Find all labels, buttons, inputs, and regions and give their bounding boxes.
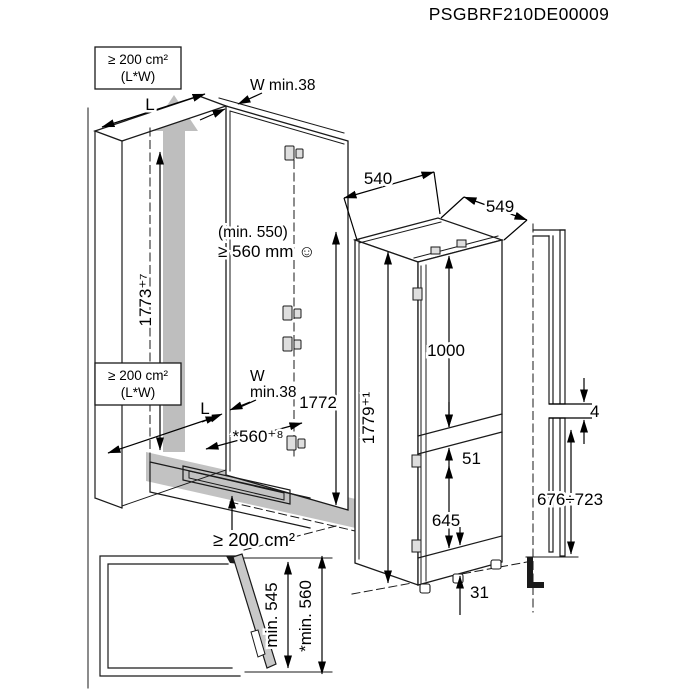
dim-rear-vent-length-label: L — [200, 399, 210, 418]
dim-lower-door-height-label: 645 — [431, 511, 461, 530]
dim-min-depth-inner-label: min. 545 — [262, 582, 281, 648]
dim-appliance-depth-label: 549 — [485, 197, 515, 216]
rear-vent-width-label-2: min.38 — [250, 384, 297, 401]
dim-niche-depth-label: *560⁺⁸ — [232, 427, 284, 446]
dim-top-vent-length-label: L — [145, 95, 155, 114]
dim-appliance-width-label: 540 — [363, 169, 393, 188]
appliance-foot — [453, 574, 463, 583]
drawing-code: PSGBRF210DE00009 — [428, 4, 610, 24]
dim-bottom-clearance-label: 31 — [470, 583, 489, 602]
rear-vent-area-line1: ≥ 200 cm² — [108, 368, 168, 383]
dim-niche-height-label: 1772 — [299, 393, 337, 412]
dim-min-depth-outer-label: *min. 560 — [296, 580, 315, 652]
dim-top-vent-width-label: W min.38 — [250, 77, 316, 94]
dim-lower-panel-height — [537, 430, 603, 554]
niche-cabinet — [95, 96, 348, 528]
base-vent-area-label: ≥ 200 cm² — [212, 529, 296, 550]
top-vent-area-line1: ≥ 200 cm² — [108, 52, 168, 67]
top-vent-area-line2: (L*W) — [120, 69, 156, 84]
rear-vent-width-label-1: W — [250, 368, 265, 385]
dim-panel-gap-label: 4 — [590, 402, 600, 421]
dim-upper-door-height-label: 1000 — [427, 341, 465, 360]
dim-lower-panel-height-label: 676÷723 — [536, 490, 604, 509]
plinth-profile — [528, 557, 544, 588]
dim-cabinet-height-label: 1773⁺⁷ — [136, 273, 155, 327]
top-vent-group — [95, 47, 315, 127]
dim-appliance-height-label: 1779⁺¹ — [359, 391, 378, 445]
dim-panel-gap — [549, 378, 599, 444]
niche-width-label: ≥ 560 mm ☺ — [218, 242, 316, 261]
top-view — [100, 554, 332, 676]
niche-width-min-label: (min. 550) — [218, 224, 288, 241]
appliance-foot — [491, 560, 501, 569]
rear-vent-area-line2: (L*W) — [120, 385, 156, 400]
appliance-foot — [420, 584, 430, 593]
dim-door-gap-label: 51 — [462, 449, 481, 468]
